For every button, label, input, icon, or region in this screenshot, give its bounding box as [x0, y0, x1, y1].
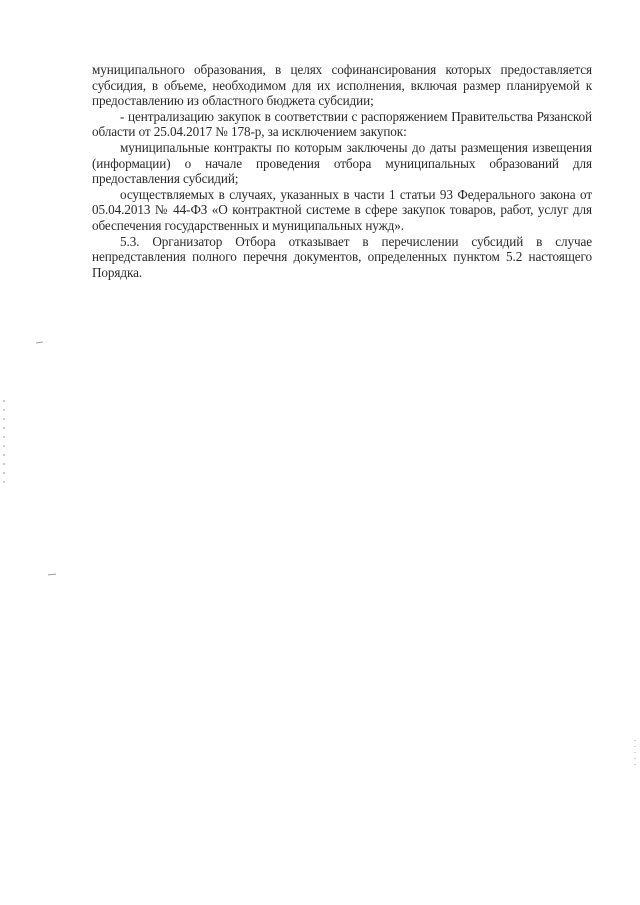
document-body	[92, 62, 592, 280]
paragraph-5-3: 5.3. Организатор Отбора отказывает в перечислении субсидий в случае непредставления полного перечня документов, определенных пунктом 5.2 настоящего Порядка.	[92, 233, 592, 280]
scan-edge-noise	[3, 400, 5, 490]
scan-artifact	[48, 574, 56, 576]
paragraph-municipal-formation: муниципального образования, в целях софинансирования которых предоставляется субсидия, в объеме, необходимом для их исполнения, включая размер планируемой к предоставлению из областного бюджета субсидии;	[92, 62, 592, 109]
scan-artifact	[36, 342, 43, 344]
scan-edge-noise	[634, 740, 636, 770]
paragraph-federal-law: осуществляемых в случаях, указанных в части 1 статьи 93 Федерального закона от 05.04.2013 № 44-ФЗ «О контрактной системе в сфере закупок товаров, работ, услуг для обеспечения государственных и муниципальных нужд».	[92, 186, 592, 233]
paragraph-centralization: - централизацию закупок в соответствии с распоряжением Правительства Рязанской области от 25.04.2017 № 178-р, за исключением закупок:	[92, 108, 592, 140]
paragraph-municipal-contracts: муниципальные контракты по которым заключены до даты размещения извещения (информации) о начале проведения отбора муниципальных образований для предоставления субсидий;	[92, 139, 592, 187]
